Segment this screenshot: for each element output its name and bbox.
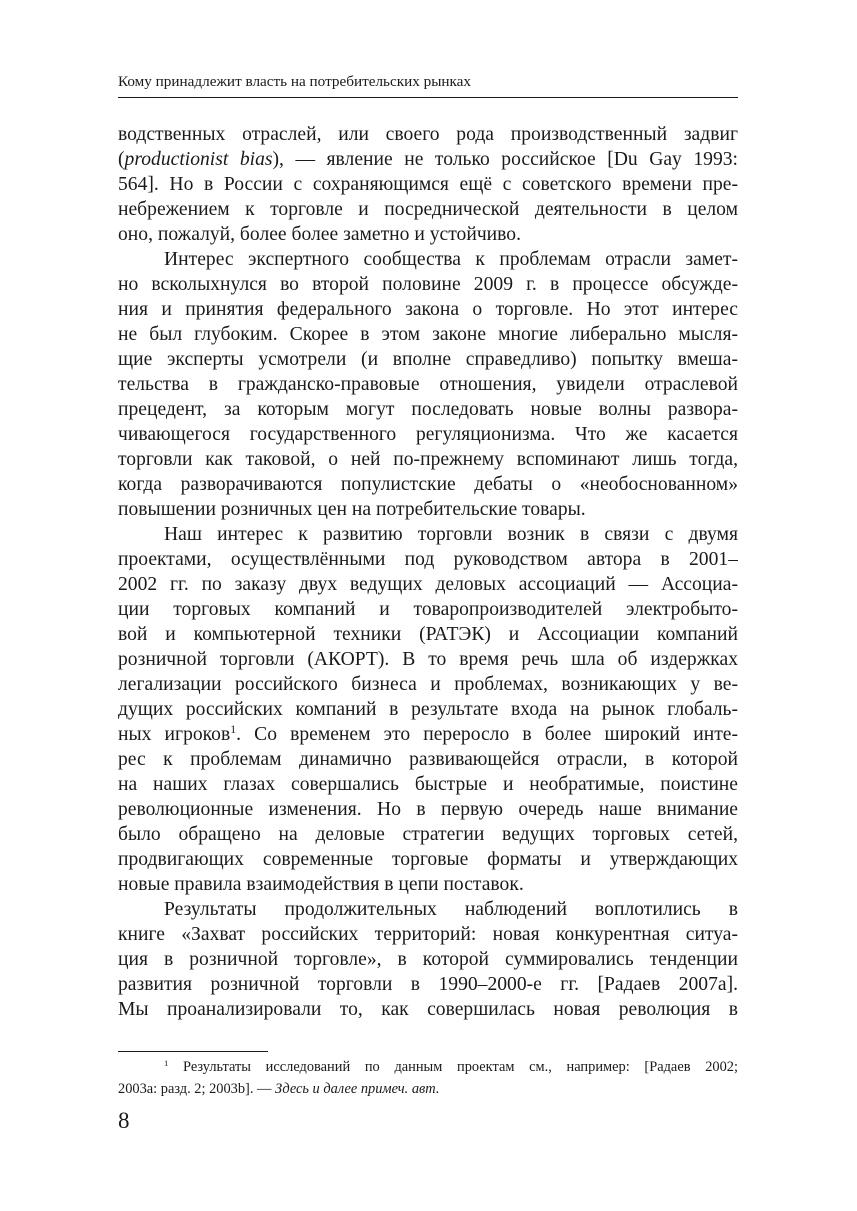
text-line: дущих российских компаний в результате входа на рынок глобаль- [118, 699, 738, 720]
text-line: ции торговых компаний и товаропроизводителей электробыто- [118, 599, 738, 620]
text-line: ния и принятия федерального закона о торговле. Но этот интерес [118, 299, 738, 320]
footnote-line [118, 1078, 738, 1100]
text-line: рес к проблемам динамично развивающейся отрасли, в которой [118, 749, 738, 770]
text-line: розничной торговли (АКОРТ). В то время речь шла об издержках [118, 649, 738, 670]
footnote-ref[interactable]: 1 [230, 722, 237, 736]
text-line: Интерес экспертного сообщества к проблемам отрасли замет- [164, 249, 738, 270]
text-line: небрежением к торговле и посреднической деятельности в целом [118, 199, 738, 220]
text-line: новые правила взаимодействия в цепи поставок. [118, 874, 524, 895]
text-line: прецедент, за которым могут последовать новые волны развора- [118, 399, 738, 420]
text-run: . Со временем это переросло в более широкий инте- [236, 724, 738, 745]
footnote-marker: 1 [164, 1057, 169, 1068]
text-line: вой и компьютерной техники (РАТЭК) и Ассоциации компаний [118, 624, 738, 645]
text-line: продвигающих современные торговые форматы и утверждающих [118, 849, 738, 870]
text-line: на наших глазах совершались быстрые и необратимые, поистине [118, 774, 738, 795]
text-line: было обращено на деловые стратегии ведущих торговых сетей, [118, 824, 738, 845]
header-rule [118, 97, 738, 98]
text-line: щие эксперты усмотрели (и вполне справедливо) попытку вмеша- [118, 349, 738, 370]
running-head: Кому принадлежит власть на потребительских рынках [118, 73, 472, 90]
text-line: (productionist bias), — явление не только российское [Du Gay 1993: [118, 149, 738, 170]
footnote-text: Результаты исследований по данным проектам см., например: [Радаев 2002; [183, 1059, 738, 1075]
text-line: Результаты продолжительных наблюдений воплотились в [164, 899, 738, 920]
text-line: легализации российского бизнеса и проблемах, возникающих у ве- [118, 674, 738, 695]
text-run: ных игроков [118, 724, 231, 745]
text-line: но всколыхнулся во второй половине 2009 г. в процессе обсужде- [118, 274, 738, 295]
footnotes [118, 1056, 738, 1100]
text-line: Наш интерес к развитию торговли возник в связи с двумя [164, 524, 738, 545]
text-line: ция в розничной торговле», в которой суммировались тенденции [118, 949, 738, 970]
footnote-italic: Здесь и далее примеч. авт. [275, 1081, 440, 1097]
text-line: 564]. Но в России с сохраняющимся ещё с советского времени пре- [118, 174, 738, 195]
footnote-line [118, 1056, 738, 1078]
text-line: торговли как таковой, о ней по-прежнему вспоминают лишь тогда, [118, 449, 738, 470]
footnote-rule [118, 1051, 268, 1052]
text-line: чивающегося государственного регуляционизма. Что же касается [118, 424, 738, 445]
footnote-text: 2003a: разд. 2; 2003b]. — [118, 1081, 276, 1097]
text-line: не был глубоким. Скорее в этом законе многие либерально мысля- [118, 324, 738, 345]
text-line: повышении розничных цен на потребительские товары. [118, 499, 586, 520]
text-line: тельства в гражданско-правовые отношения, увидели отраслевой [118, 374, 738, 395]
text-line: развития розничной торговли в 1990–2000-е гг. [Радаев 2007a]. [118, 974, 738, 995]
text-line [118, 722, 738, 747]
text-line: оно, пожалуй, более более заметно и устойчиво. [118, 224, 521, 245]
page-number: 8 [118, 1108, 130, 1133]
text-line: проектами, осуществлёнными под руководством автора в 2001– [118, 549, 738, 570]
body-text [118, 122, 738, 1022]
text-line: 2002 гг. по заказу двух ведущих деловых ассоциаций — Ассоциа- [118, 574, 738, 595]
text-line: Мы проанализировали то, как совершилась новая революция в [118, 999, 738, 1020]
text-line: водственных отраслей, или своего рода производственный задвиг [118, 124, 738, 145]
text-line: когда разворачиваются популистские дебаты о «необоснованном» [118, 474, 738, 495]
text-line: книге «Захват российских территорий: новая конкурентная ситуа- [118, 924, 738, 945]
text-line: революционные изменения. Но в первую очередь наше внимание [118, 799, 738, 820]
